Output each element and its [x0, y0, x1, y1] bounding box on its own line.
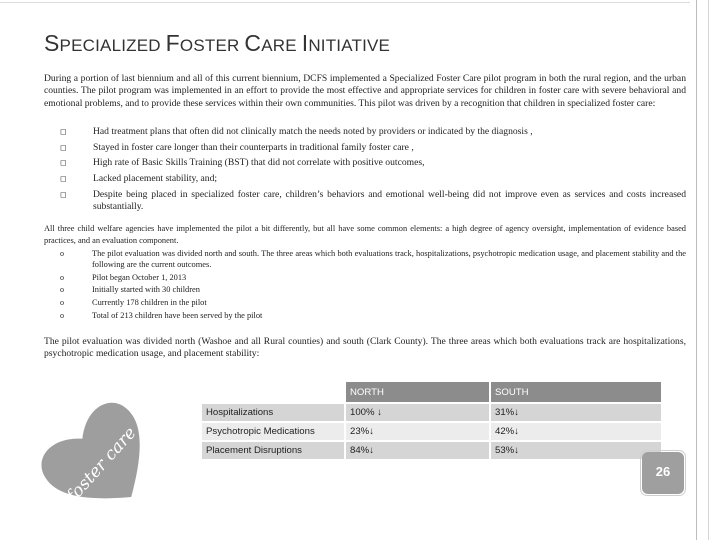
square-bullet-icon: ◻ — [60, 189, 67, 199]
table-row — [202, 423, 661, 440]
outcomes-table — [200, 380, 663, 461]
title-rest: ARE — [261, 36, 302, 55]
south-value: 42%↓ — [491, 423, 661, 440]
table-header-row — [202, 382, 661, 402]
bullet-item — [60, 157, 686, 169]
circle-bullet-icon: o — [60, 272, 64, 282]
north-value: 100% ↓ — [346, 404, 489, 421]
bullet-text: Despite being placed in specialized foster care, children’s behaviors and emotional well-being did not improve even as services and costs increased substantially. — [93, 188, 686, 213]
bullet-text: Stayed in foster care longer than their counterparts in traditional family foster care , — [93, 141, 414, 153]
top-divider — [0, 2, 690, 3]
circle-bullet-icon: o — [60, 310, 64, 320]
foster-care-heart-logo — [38, 398, 164, 524]
title-cap: S — [44, 30, 60, 56]
table-row — [202, 442, 661, 459]
fact-item — [60, 310, 686, 321]
row-label: Hospitalizations — [202, 404, 344, 421]
south-value: 53%↓ — [491, 442, 661, 459]
north-value: 23%↓ — [346, 423, 489, 440]
logo-text: foster care — [63, 423, 141, 507]
bullet-item — [60, 126, 686, 138]
right-border-line-outer — [708, 0, 709, 540]
header-cell-north: NORTH — [346, 382, 489, 402]
fact-text: Currently 178 children in the pilot — [92, 298, 207, 308]
title-rest: NITIATIVE — [308, 36, 391, 55]
intro-paragraph: During a portion of last biennium and all of this current biennium, DCFS implemented a Specialized Foster Care pilot program in both the rural region, and the urban counties. The pilot program was implemented in an effort to provide the most effective and appropriate services for children in foster care with severe behavioral and emotional problems, and to provide these services within their own communities. This pilot was driven by a recognition that children in specialized foster care: — [44, 73, 686, 109]
south-value: 31%↓ — [491, 404, 661, 421]
title-cap: F — [165, 30, 180, 56]
circle-bullet-icon: o — [60, 298, 64, 308]
circle-bullet-icon: o — [60, 249, 64, 258]
square-bullet-icon: ◻ — [60, 127, 67, 136]
bullet-text: High rate of Basic Skills Training (BST) that did not correlate with positive outcomes, — [93, 157, 425, 169]
square-bullet-icon: ◻ — [60, 158, 67, 168]
right-border-line — [696, 0, 697, 540]
square-bullet-icon: ◻ — [60, 142, 67, 152]
agencies-paragraph: All three child welfare agencies have implemented the pilot a bit differently, but all have some common elements: a high degree of agency oversight, implementation of evidence based practices, and an evaluation component. — [44, 224, 686, 245]
recognition-bullet-list — [60, 126, 686, 217]
header-cell-south: SOUTH — [491, 382, 661, 402]
bullet-item — [60, 189, 686, 214]
circle-bullet-icon: o — [60, 285, 64, 295]
fact-item — [60, 248, 686, 271]
row-label: Placement Disruptions — [202, 442, 344, 459]
bullet-text: Lacked placement stability, and; — [93, 173, 218, 185]
row-label: Psychotropic Medications — [202, 423, 344, 440]
title-cap: C — [244, 30, 262, 56]
north-value: 84%↓ — [346, 442, 489, 459]
pilot-facts-list — [60, 248, 686, 322]
title-cap: I — [301, 30, 309, 56]
slide-title — [44, 30, 390, 57]
bullet-text: Had treatment plans that often did not clinically match the needs noted by providers or indicated by the diagnosis , — [93, 126, 533, 137]
square-bullet-icon: ◻ — [60, 174, 67, 184]
bullet-item — [60, 142, 686, 154]
fact-text: Total of 213 children have been served by the pilot — [92, 310, 263, 320]
title-rest: OSTER — [179, 36, 245, 55]
page-number: 26 — [642, 452, 684, 494]
bullet-item — [60, 173, 686, 185]
evaluation-paragraph: The pilot evaluation was divided north (Washoe and all Rural counties) and south (Clark County). The three areas which both evaluations track are hospitalizations, psychotropic medication usage, and placement stability: — [44, 336, 686, 360]
fact-item — [60, 284, 686, 295]
fact-item — [60, 272, 686, 283]
fact-text: Initially started with 30 children — [92, 285, 200, 295]
fact-text: Pilot began October 1, 2013 — [92, 272, 187, 282]
fact-text: The pilot evaluation was divided north and south. The three areas which both evaluations track, hospitalizations, psychotropic medication usage, and placement stability and the following are the current outcomes. — [92, 249, 686, 270]
fact-item — [60, 297, 686, 308]
table-row — [202, 404, 661, 421]
title-rest: PECIALIZED — [59, 36, 166, 55]
header-cell-blank — [202, 382, 344, 402]
